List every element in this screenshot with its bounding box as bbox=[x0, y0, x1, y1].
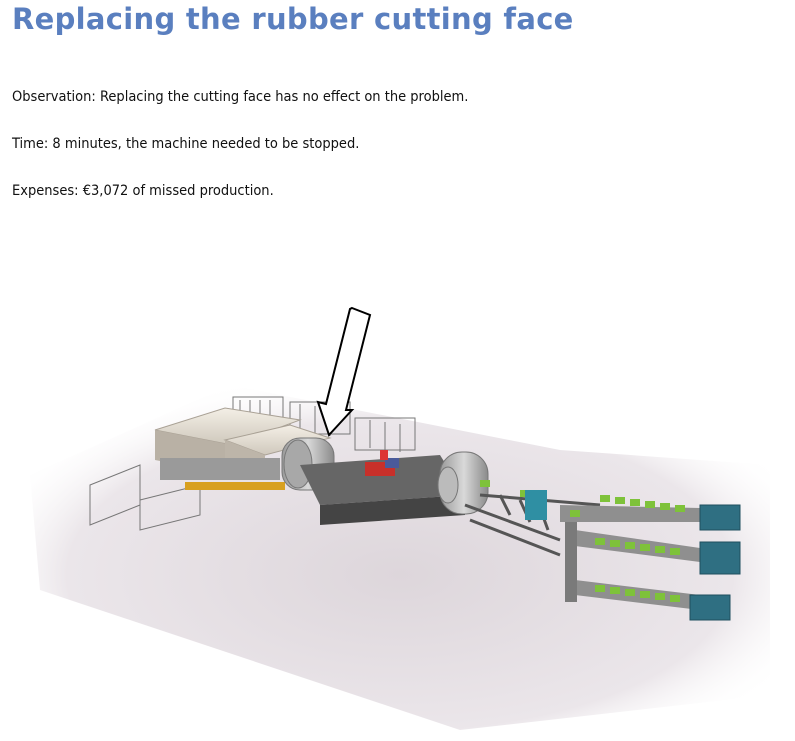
page-title: Replacing the rubber cutting face bbox=[12, 2, 574, 36]
expenses-text: Expenses: €3,072 of missed production. bbox=[12, 183, 274, 199]
time-text: Time: 8 minutes, the machine needed to be stopped. bbox=[12, 136, 360, 152]
observation-text: Observation: Replacing the cutting face has no effect on the problem. bbox=[12, 89, 469, 105]
production-line-illustration bbox=[0, 290, 795, 741]
